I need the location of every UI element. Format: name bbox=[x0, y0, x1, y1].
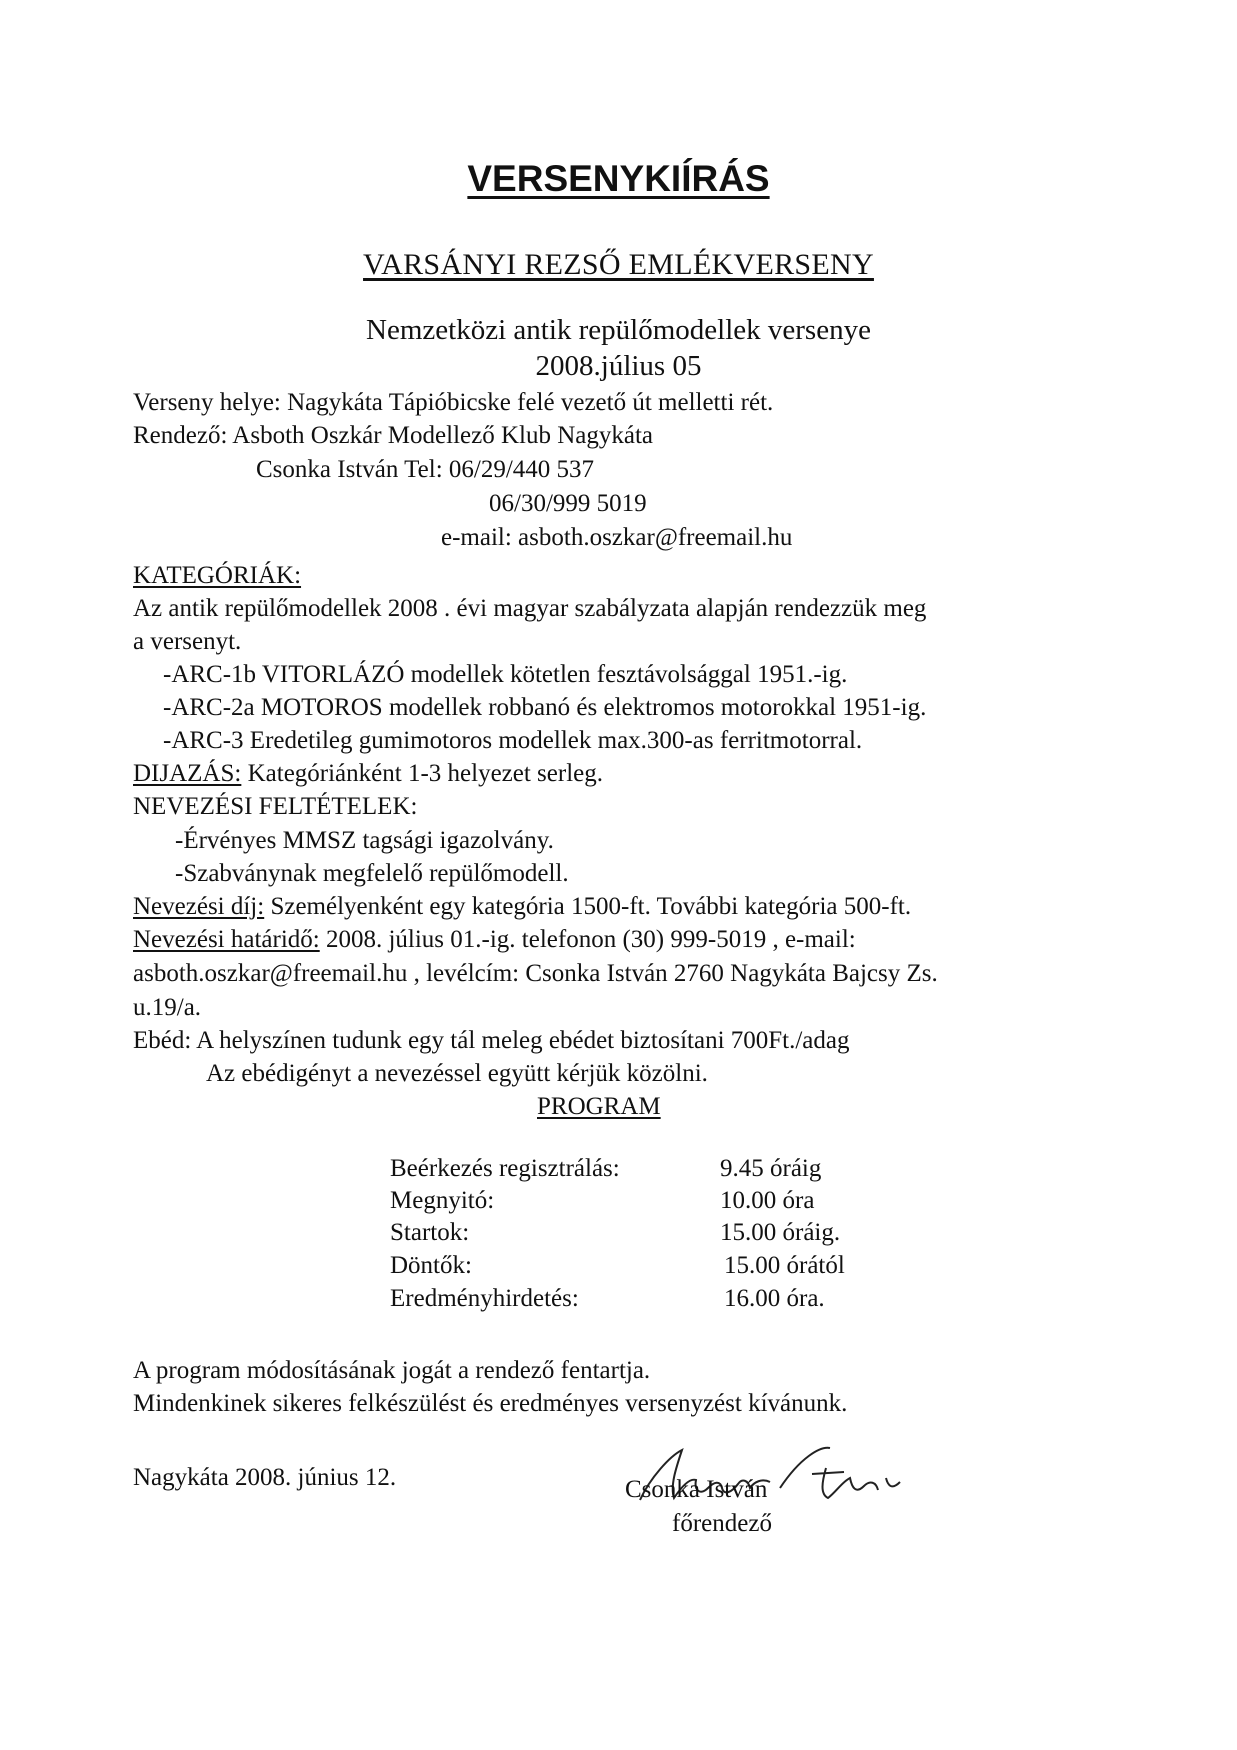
fee-label: Nevezési díj: bbox=[133, 893, 265, 920]
program-heading: PROGRAM bbox=[537, 1093, 661, 1120]
signer-role: főrendező bbox=[672, 1510, 772, 1537]
categories-intro-2: a versenyt. bbox=[133, 628, 242, 655]
contact-phone-1: Csonka István Tel: 06/29/440 537 bbox=[256, 456, 595, 483]
program-row-time: 15.00 órától bbox=[724, 1252, 845, 1279]
program-row-time: 15.00 óráig. bbox=[720, 1219, 841, 1246]
program-row-time: 16.00 óra. bbox=[724, 1285, 825, 1312]
program-row-label: Döntők: bbox=[390, 1252, 472, 1279]
program-row-time: 10.00 óra bbox=[720, 1187, 815, 1214]
category-item: -ARC-1b VITORLÁZÓ modellek kötetlen fesztávolsággal 1951.-ig. bbox=[163, 661, 848, 688]
category-item: -ARC-2a MOTOROS modellek robbanó és elektromos motorokkal 1951-ig. bbox=[163, 694, 927, 721]
event-name: Nemzetközi antik repülőmodellek versenye bbox=[366, 314, 871, 346]
category-item: -ARC-3 Eredetileg gumimotoros modellek max.300-as ferritmotorral. bbox=[163, 727, 863, 754]
signer-name: Csonka István bbox=[625, 1476, 768, 1503]
entry-condition-item: -Érvényes MMSZ tagsági igazolvány. bbox=[175, 827, 554, 854]
deadline-line-3: u.19/a. bbox=[133, 994, 202, 1021]
fee-text: Személyenként egy kategória 1500-ft. További kategória 500-ft. bbox=[264, 893, 912, 920]
program-row-time: 9.45 óráig bbox=[720, 1155, 822, 1182]
deadline-line bbox=[133, 926, 856, 954]
deadline-line-2: asboth.oszkar@freemail.hu , levélcím: Csonka István 2760 Nagykáta Bajcsy Zs. bbox=[133, 960, 938, 987]
contact-email: e-mail: asboth.oszkar@freemail.hu bbox=[441, 524, 793, 551]
place-date: Nagykáta 2008. június 12. bbox=[133, 1464, 397, 1491]
organizer-line: Rendező: Asboth Oszkár Modellező Klub Nagykáta bbox=[133, 422, 654, 449]
event-subtitle: VARSÁNYI REZSŐ EMLÉKVERSENY bbox=[363, 248, 874, 281]
program-row-label: Startok: bbox=[390, 1219, 470, 1246]
contact-phone-2: 06/30/999 5019 bbox=[489, 490, 647, 517]
awards-text: Kategóriánként 1-3 helyezet serleg. bbox=[241, 760, 603, 787]
categories-heading: KATEGÓRIÁK: bbox=[133, 562, 302, 589]
awards-label: DIJAZÁS: bbox=[133, 760, 242, 787]
program-row-label: Beérkezés regisztrálás: bbox=[390, 1155, 620, 1182]
program-row-label: Megnyitó: bbox=[390, 1187, 495, 1214]
fee-line bbox=[133, 893, 911, 921]
venue-line: Verseny helye: Nagykáta Tápióbicske felé vezető út melletti rét. bbox=[133, 389, 774, 416]
entry-condition-item: -Szabványnak megfelelő repülőmodell. bbox=[175, 860, 569, 887]
categories-intro-1: Az antik repülőmodellek 2008 . évi magyar szabályzata alapján rendezzük meg bbox=[133, 595, 927, 622]
deadline-text: 2008. július 01.-ig. telefonon (30) 999-5019 , e-mail: bbox=[319, 926, 856, 953]
closing-line-1: A program módosításának jogát a rendező fentartja. bbox=[133, 1357, 651, 1384]
program-row-label: Eredményhirdetés: bbox=[390, 1285, 579, 1312]
document-title: VERSENYKIÍRÁS bbox=[467, 158, 770, 199]
lunch-line-1: Ebéd: A helyszínen tudunk egy tál meleg ebédet biztosítani 700Ft./adag bbox=[133, 1027, 850, 1054]
deadline-label: Nevezési határidő: bbox=[133, 926, 320, 953]
entry-conditions-heading: NEVEZÉSI FELTÉTELEK: bbox=[133, 793, 418, 820]
closing-line-2: Mindenkinek sikeres felkészülést és eredményes versenyzést kívánunk. bbox=[133, 1390, 848, 1417]
awards-line bbox=[133, 760, 603, 788]
event-date: 2008.július 05 bbox=[535, 350, 702, 382]
lunch-line-2: Az ebédigényt a nevezéssel együtt kérjük közölni. bbox=[206, 1060, 708, 1087]
